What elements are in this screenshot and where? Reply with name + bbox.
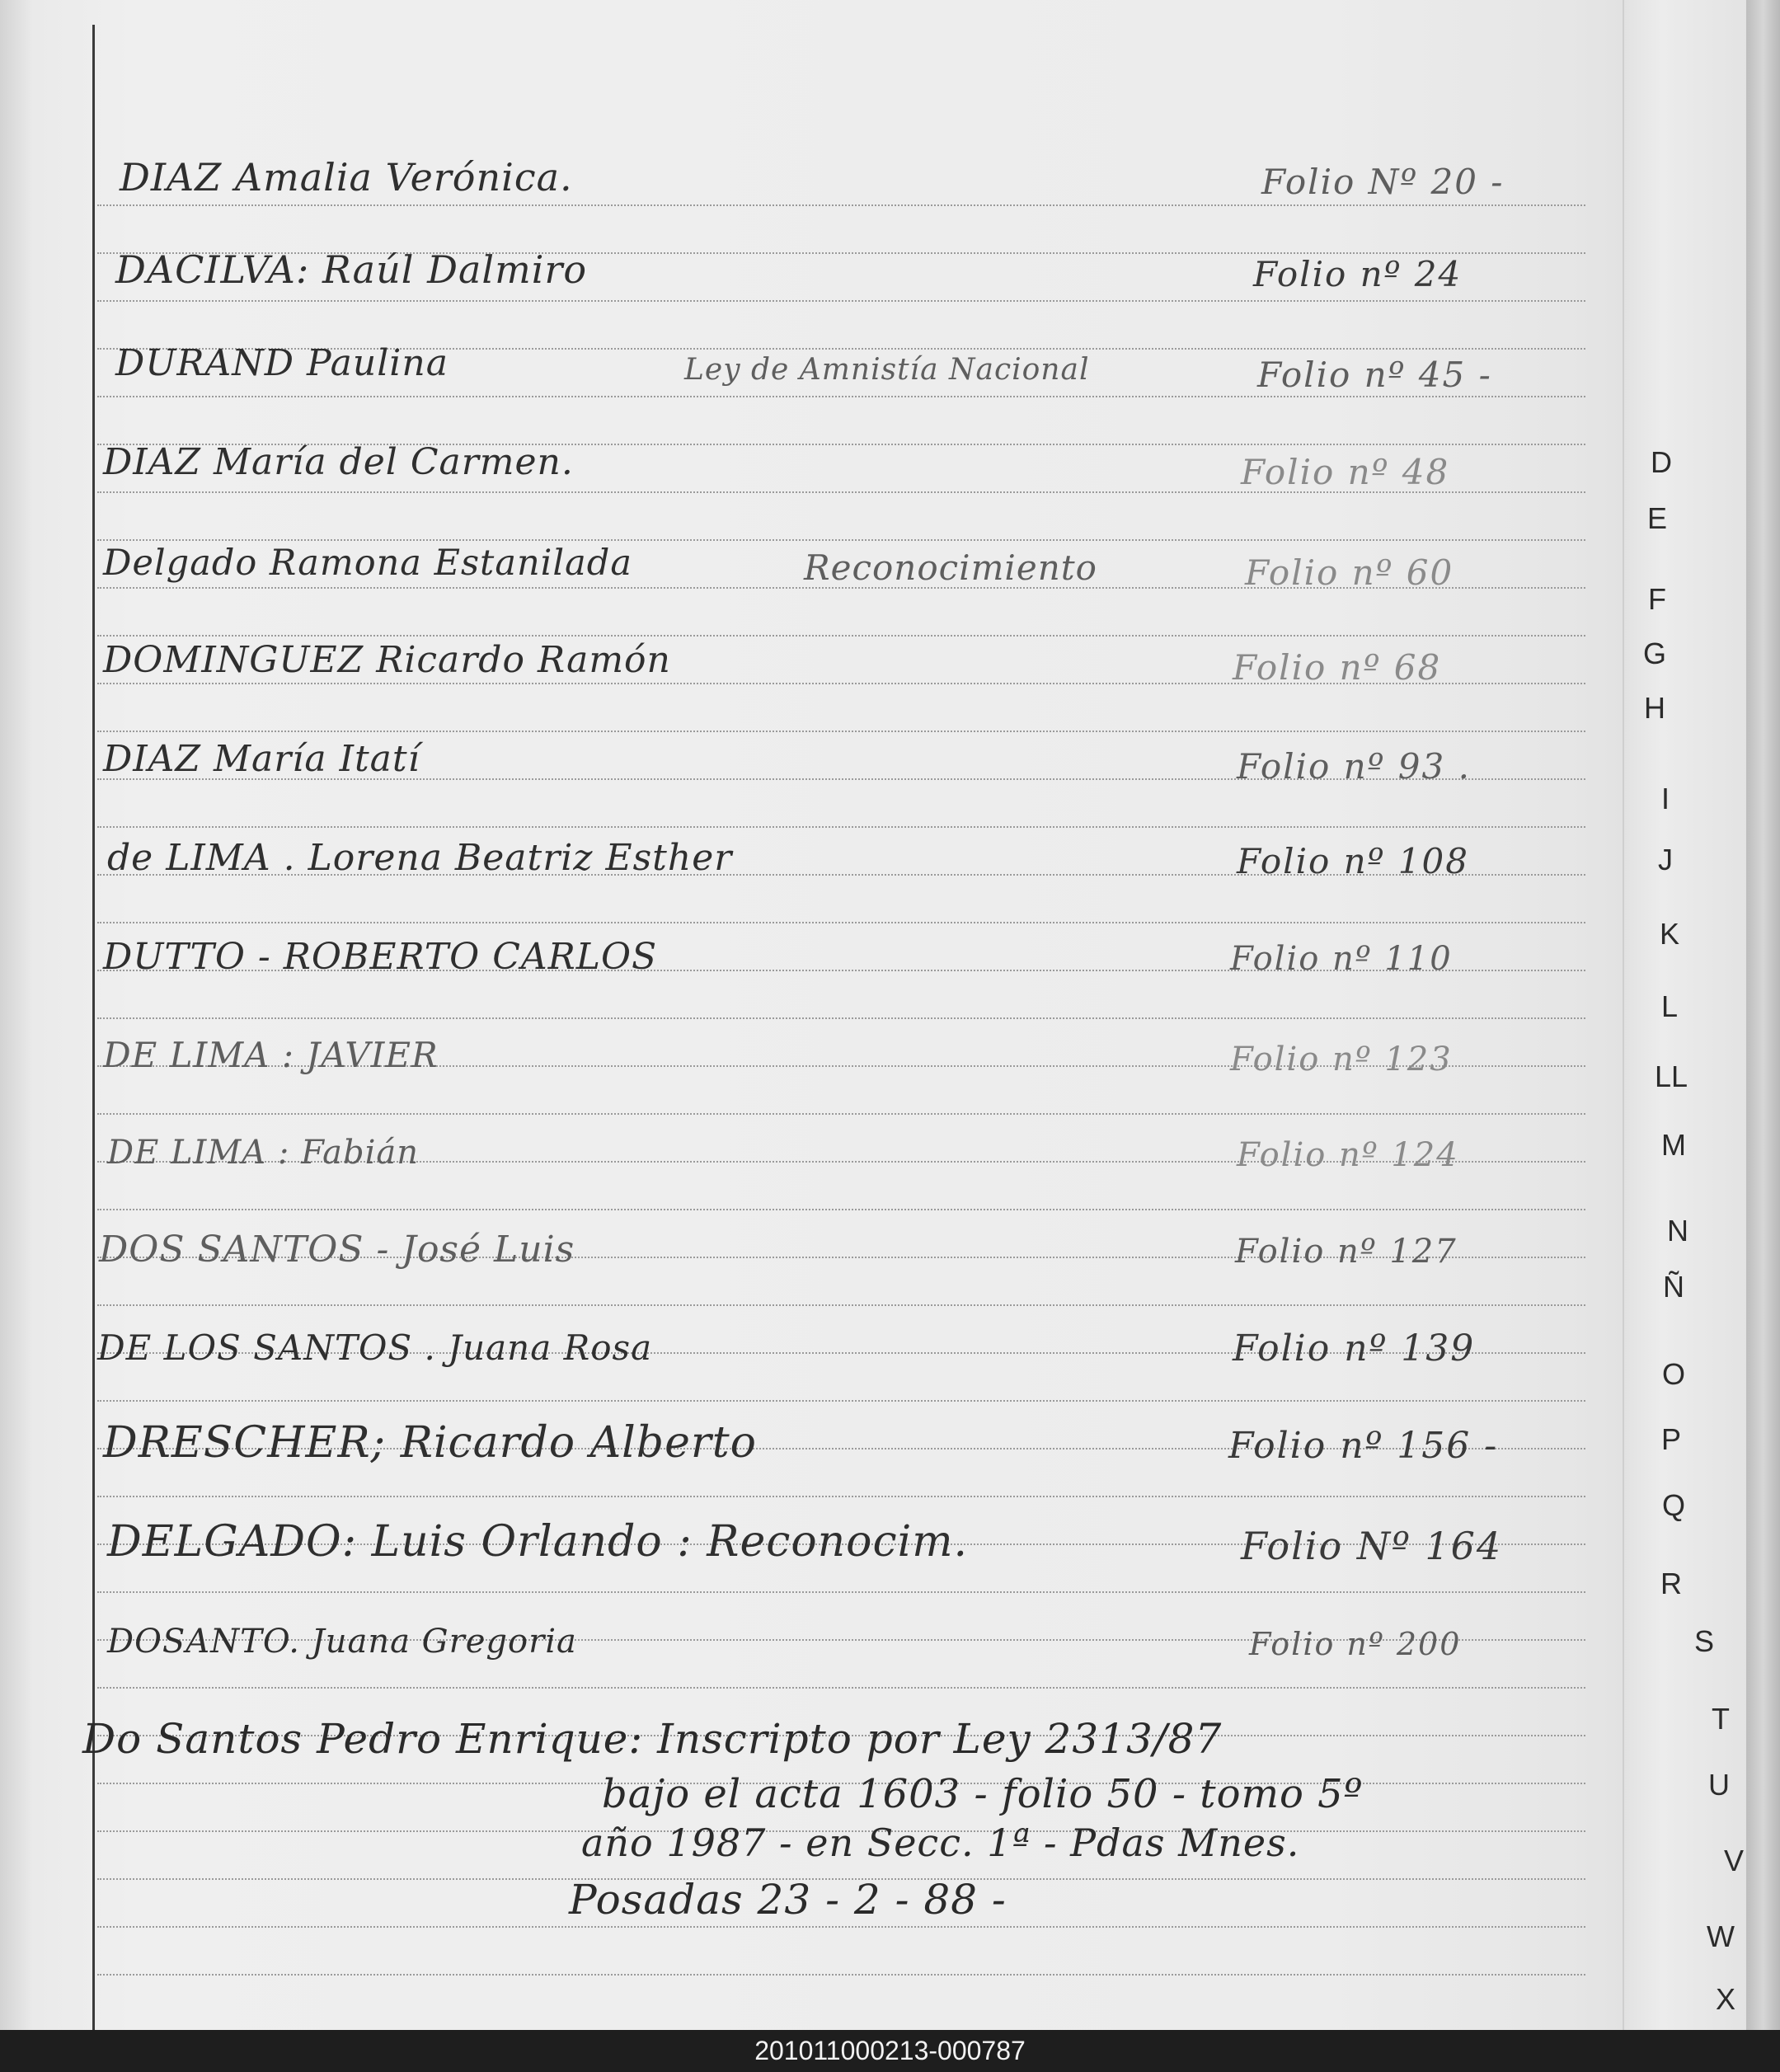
ruled-line [97,204,1585,206]
entry-name: DOMINGUEZ Ricardo Ramón [103,639,671,681]
index-tab-j[interactable]: J [1658,843,1673,876]
index-tab-s[interactable]: S [1693,1624,1714,1658]
index-strip-edge [1746,0,1780,2030]
entry-name: DRESCHER; Ricardo Alberto [103,1418,757,1468]
entry-name: DIAZ María Itatí [103,738,420,780]
entry-folio: Folio nº 108 [1237,841,1469,881]
entry-folio: Folio nº 24 [1253,254,1463,294]
ruled-line [97,826,1585,828]
ruled-line [97,1496,1585,1497]
index-tab-r[interactable]: R [1660,1567,1682,1600]
image-id-footer: 201011000213-000787 [0,2030,1780,2072]
final-entry-line: Do Santos Pedro Enrique: Inscripto por Ley 2313/87 [82,1715,1223,1763]
entry-name: DOSANTO. Juana Gregoria [107,1623,577,1661]
entry-name: DOS SANTOS - José Luis [99,1229,575,1271]
ruled-line [97,300,1585,302]
index-tab-t[interactable]: T [1712,1702,1730,1736]
index-tab-k[interactable]: K [1659,917,1679,951]
index-tab-w[interactable]: W [1707,1919,1735,1953]
entry-note: Reconocimiento [804,547,1097,588]
entry-folio: Folio nº 127 [1235,1233,1458,1271]
entry-folio: Folio Nº 164 [1241,1524,1503,1568]
entry-folio: Folio nº 93 . [1237,746,1471,787]
ruled-line [97,539,1585,541]
ruled-line [97,1017,1585,1019]
entry-note: Ley de Amnistía Nacional [684,353,1090,387]
entry-folio: Folio nº 156 - [1228,1425,1499,1467]
index-tab-u[interactable]: U [1708,1768,1730,1802]
entry-name: DIAZ María del Carmen. [103,441,574,483]
entry-name: DACILVA: Raúl Dalmiro [115,247,588,292]
entry-name: DE LIMA : Fabián [107,1134,419,1172]
entry-folio: Folio nº 139 [1233,1327,1476,1370]
index-tab-v[interactable]: V [1723,1844,1744,1877]
index-tab-enie[interactable]: Ñ [1663,1270,1684,1304]
index-tab-f[interactable]: F [1648,582,1666,616]
ruled-line [97,1926,1585,1928]
ruled-line [97,1400,1585,1402]
entry-folio: Folio nº 110 [1230,940,1453,978]
ruled-line [97,1687,1585,1689]
entry-folio: Folio Nº 20 - [1261,162,1505,202]
index-tab-i[interactable]: I [1660,782,1670,815]
final-entry-line: bajo el acta 1603 - folio 50 - tomo 5º [602,1771,1364,1817]
index-tab-m[interactable]: M [1661,1128,1686,1162]
entry-name: de LIMA . Lorena Beatriz Esther [107,837,733,879]
ruled-line [97,731,1585,732]
entry-name: DURAND Paulina [115,342,449,384]
entry-folio: Folio nº 124 [1237,1136,1459,1174]
ruled-line [97,1974,1585,1976]
index-tab-e[interactable]: E [1646,501,1667,535]
entry-name: Delgado Ramona Estanilada [103,543,632,584]
ruled-line [97,1304,1585,1306]
entry-folio: Folio nº 60 [1245,552,1454,593]
entry-folio: Folio nº 48 [1241,452,1450,492]
entry-name: DE LIMA : JAVIER [103,1035,439,1075]
entry-folio: Folio nº 45 - [1257,355,1492,395]
entry-name: DUTTO - ROBERTO CARLOS [103,936,658,978]
entry-folio: Folio nº 200 [1249,1626,1462,1662]
index-tab-h[interactable]: H [1644,691,1665,725]
entry-name: DELGADO: Luis Orlando : Reconocim. [107,1517,969,1567]
entry-folio: Folio nº 123 [1230,1041,1453,1078]
index-tab-l[interactable]: L [1660,989,1679,1023]
index-tab-x[interactable]: X [1715,1982,1735,2016]
index-tab-q[interactable]: Q [1661,1488,1685,1522]
index-tab-d[interactable]: D [1651,445,1672,479]
ruled-line [97,396,1585,397]
entry-name: DE LOS SANTOS . Juana Rosa [97,1327,653,1368]
index-tab-o[interactable]: O [1661,1357,1685,1391]
final-entry-line: Posadas 23 - 2 - 88 - [569,1876,1007,1924]
index-tab-n[interactable]: N [1667,1214,1688,1247]
index-tab-g[interactable]: G [1642,637,1666,670]
ruled-line [97,1209,1585,1210]
ruled-line [97,1591,1585,1593]
entry-name: DIAZ Amalia Verónica. [120,155,573,200]
index-tab-ll[interactable]: LL [1654,1059,1688,1093]
entry-folio: Folio nº 68 [1233,647,1442,688]
final-entry-line: año 1987 - en Secc. 1ª - Pdas Mnes. [581,1821,1300,1865]
ruled-line [97,1113,1585,1115]
index-tab-p[interactable]: P [1660,1422,1681,1456]
ruled-line [97,922,1585,923]
ruled-line [97,635,1585,637]
